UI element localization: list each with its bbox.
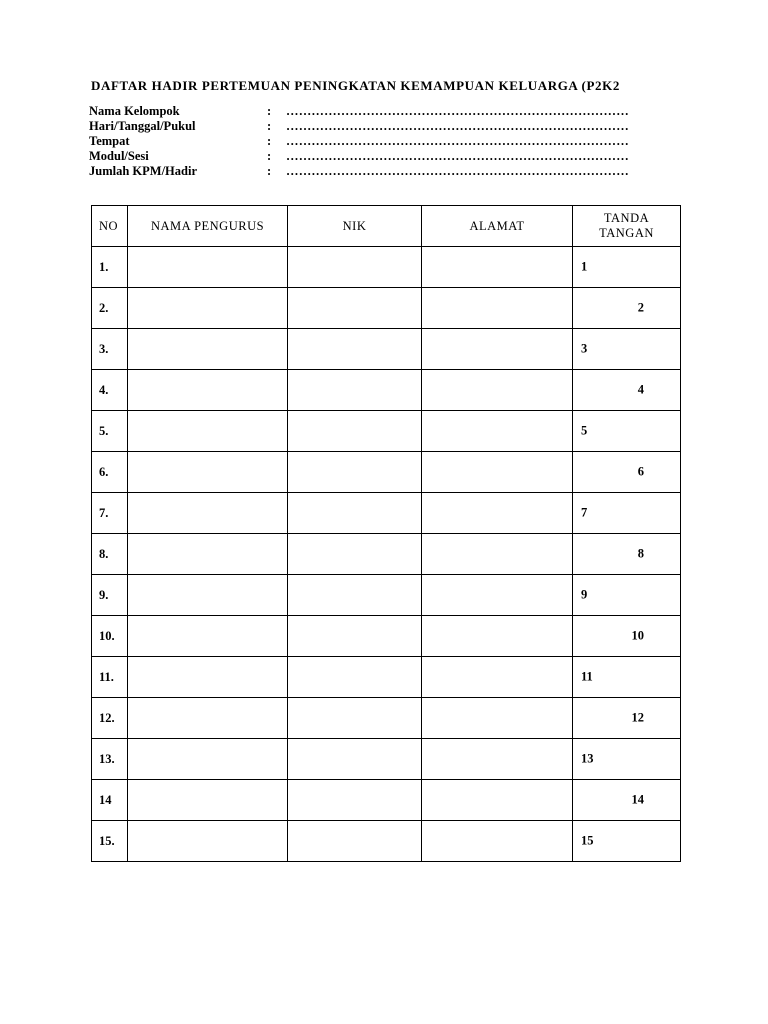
field-dotted-line: ……………………………………………………………………… (286, 164, 629, 178)
nama-pengurus-cell[interactable] (128, 288, 288, 329)
signature-number: 9 (581, 587, 588, 602)
row-number: 15. (92, 821, 128, 862)
field-colon: : (267, 149, 272, 163)
nama-pengurus-cell[interactable] (128, 493, 288, 534)
alamat-cell[interactable] (422, 821, 573, 862)
signature-cell[interactable] (573, 657, 681, 698)
signature-number: 4 (637, 382, 644, 397)
nama-pengurus-cell[interactable] (128, 247, 288, 288)
nik-cell[interactable] (288, 452, 422, 493)
row-number: 14 (92, 780, 128, 821)
signature-number: 6 (637, 464, 644, 479)
signature-cell[interactable] (573, 534, 681, 575)
alamat-cell[interactable] (422, 780, 573, 821)
field-row-nama-kelompok (89, 104, 679, 119)
alamat-cell[interactable] (422, 698, 573, 739)
signature-cell[interactable] (573, 575, 681, 616)
row-number: 4. (92, 370, 128, 411)
field-colon: : (267, 119, 272, 133)
table-row (92, 329, 681, 370)
nik-cell[interactable] (288, 534, 422, 575)
header-fields (89, 104, 679, 179)
table-row (92, 493, 681, 534)
table-row (92, 616, 681, 657)
signature-cell[interactable] (573, 493, 681, 534)
alamat-cell[interactable] (422, 657, 573, 698)
field-row-jumlah-kpm-hadir (89, 164, 679, 179)
field-label: Tempat (89, 134, 130, 148)
signature-cell[interactable] (573, 288, 681, 329)
signature-number: 7 (581, 505, 588, 520)
nama-pengurus-cell[interactable] (128, 657, 288, 698)
nama-pengurus-cell[interactable] (128, 452, 288, 493)
nik-cell[interactable] (288, 329, 422, 370)
field-label: Jumlah KPM/Hadir (89, 164, 197, 178)
alamat-cell[interactable] (422, 247, 573, 288)
field-label: Modul/Sesi (89, 149, 149, 163)
row-number: 1. (92, 247, 128, 288)
alamat-cell[interactable] (422, 411, 573, 452)
nik-cell[interactable] (288, 247, 422, 288)
nama-pengurus-cell[interactable] (128, 411, 288, 452)
signature-number: 1 (581, 259, 588, 274)
alamat-cell[interactable] (422, 534, 573, 575)
signature-cell[interactable] (573, 739, 681, 780)
signature-number: 10 (631, 628, 644, 643)
alamat-cell[interactable] (422, 329, 573, 370)
header-tanda-line1: TANDA (603, 211, 650, 225)
table-row (92, 698, 681, 739)
header-nik: NIK (288, 206, 422, 247)
nik-cell[interactable] (288, 698, 422, 739)
field-colon: : (267, 134, 272, 148)
nama-pengurus-cell[interactable] (128, 739, 288, 780)
nama-pengurus-cell[interactable] (128, 370, 288, 411)
signature-number: 3 (581, 341, 588, 356)
field-dotted-line: ……………………………………………………………………… (286, 134, 629, 148)
signature-cell[interactable] (573, 247, 681, 288)
signature-cell[interactable] (573, 821, 681, 862)
nik-cell[interactable] (288, 575, 422, 616)
header-tanda-line2: TANGAN (599, 226, 654, 240)
table-row (92, 821, 681, 862)
table-row (92, 534, 681, 575)
table-row (92, 657, 681, 698)
nik-cell[interactable] (288, 821, 422, 862)
alamat-cell[interactable] (422, 288, 573, 329)
nama-pengurus-cell[interactable] (128, 575, 288, 616)
table-row (92, 370, 681, 411)
document-title: DAFTAR HADIR PERTEMUAN PENINGKATAN KEMAMPUAN KELUARGA (P2K2 (91, 78, 620, 93)
field-colon: : (267, 164, 272, 178)
signature-cell[interactable] (573, 616, 681, 657)
row-number: 2. (92, 288, 128, 329)
nama-pengurus-cell[interactable] (128, 616, 288, 657)
field-label: Nama Kelompok (89, 104, 180, 118)
signature-number: 5 (581, 423, 588, 438)
field-dotted-line: ……………………………………………………………………… (286, 104, 629, 118)
row-number: 3. (92, 329, 128, 370)
field-row-modul-sesi (89, 149, 679, 164)
row-number: 10. (92, 616, 128, 657)
field-label: Hari/Tanggal/Pukul (89, 119, 196, 133)
row-number: 9. (92, 575, 128, 616)
nama-pengurus-cell[interactable] (128, 780, 288, 821)
table-row (92, 575, 681, 616)
nama-pengurus-cell[interactable] (128, 821, 288, 862)
table-row (92, 288, 681, 329)
nik-cell[interactable] (288, 616, 422, 657)
nik-cell[interactable] (288, 493, 422, 534)
row-number: 5. (92, 411, 128, 452)
header-tanda-tangan (573, 206, 681, 247)
row-number: 6. (92, 452, 128, 493)
signature-cell[interactable] (573, 370, 681, 411)
signature-number: 12 (631, 710, 644, 725)
field-row-hari-tanggal-pukul (89, 119, 679, 134)
nik-cell[interactable] (288, 657, 422, 698)
signature-cell[interactable] (573, 452, 681, 493)
alamat-cell[interactable] (422, 739, 573, 780)
alamat-cell[interactable] (422, 616, 573, 657)
header-alamat: ALAMAT (422, 206, 573, 247)
row-number: 7. (92, 493, 128, 534)
table-header-row (92, 206, 681, 247)
signature-number: 11 (581, 669, 593, 684)
field-dotted-line: ……………………………………………………………………… (286, 149, 629, 163)
signature-cell[interactable] (573, 411, 681, 452)
alamat-cell[interactable] (422, 493, 573, 534)
nama-pengurus-cell[interactable] (128, 534, 288, 575)
nik-cell[interactable] (288, 370, 422, 411)
signature-number: 13 (581, 751, 594, 766)
signature-number: 15 (581, 833, 594, 848)
signature-number: 14 (631, 792, 644, 807)
signature-cell[interactable] (573, 698, 681, 739)
field-row-tempat (89, 134, 679, 149)
nik-cell[interactable] (288, 739, 422, 780)
nama-pengurus-cell[interactable] (128, 329, 288, 370)
field-dotted-line: ……………………………………………………………………… (286, 119, 629, 133)
signature-cell[interactable] (573, 780, 681, 821)
signature-number: 2 (637, 300, 644, 315)
attendance-table (91, 205, 681, 862)
row-number: 13. (92, 739, 128, 780)
signature-number: 8 (637, 546, 644, 561)
signature-cell[interactable] (573, 329, 681, 370)
table-row (92, 247, 681, 288)
alamat-cell[interactable] (422, 370, 573, 411)
header-no: NO (92, 206, 128, 247)
table-row (92, 452, 681, 493)
table-row (92, 780, 681, 821)
row-number: 8. (92, 534, 128, 575)
nama-pengurus-cell[interactable] (128, 698, 288, 739)
alamat-cell[interactable] (422, 575, 573, 616)
nik-cell[interactable] (288, 780, 422, 821)
row-number: 12. (92, 698, 128, 739)
table-row (92, 411, 681, 452)
alamat-cell[interactable] (422, 452, 573, 493)
nik-cell[interactable] (288, 411, 422, 452)
nik-cell[interactable] (288, 288, 422, 329)
table-row (92, 739, 681, 780)
field-colon: : (267, 104, 272, 118)
row-number: 11. (92, 657, 128, 698)
header-nama-pengurus: NAMA PENGURUS (128, 206, 288, 247)
